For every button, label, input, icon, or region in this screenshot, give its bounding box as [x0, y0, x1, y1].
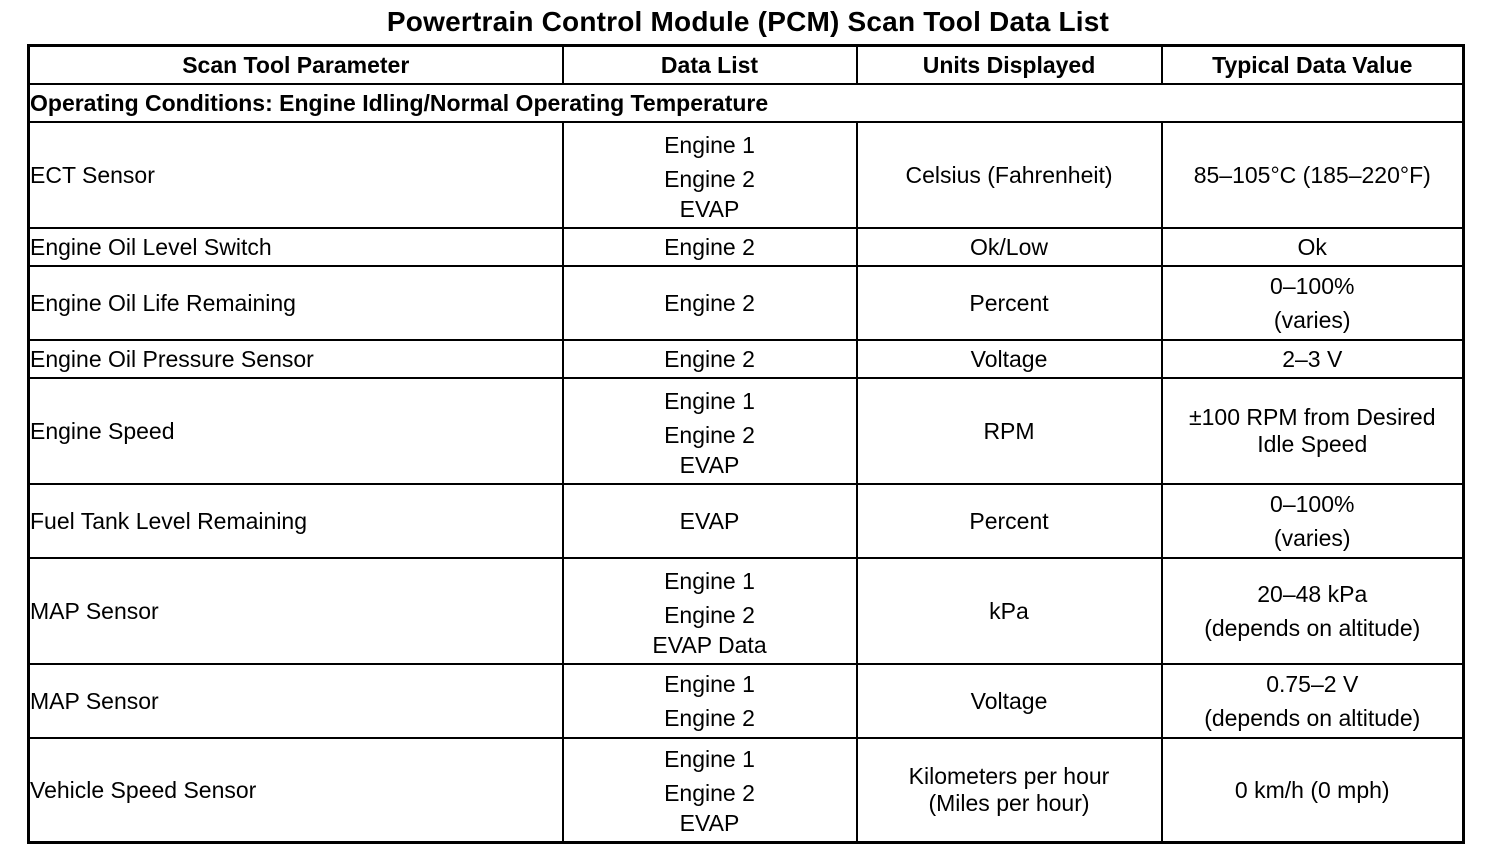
units-text: Percent [969, 508, 1049, 534]
data-list-item: Engine 1 [664, 387, 755, 414]
typical-value-text: 0.75–2 V [1266, 671, 1359, 697]
data-list-cell [563, 558, 857, 664]
parameter-cell: MAP Sensor [29, 558, 563, 664]
table-row [29, 738, 1464, 842]
typical-value-cell [1162, 340, 1464, 378]
typical-value-cell [1162, 558, 1464, 664]
typical-value-cell [1162, 738, 1464, 842]
header-row [29, 46, 1464, 85]
data-list-item: EVAP [679, 195, 740, 222]
data-list-cell [563, 484, 857, 558]
parameter-cell: ECT Sensor [29, 122, 563, 228]
typical-value-cell [1162, 122, 1464, 228]
units-text: Voltage [970, 346, 1048, 372]
data-list-item: EVAP [679, 451, 740, 478]
units-text: Kilometers per hour [908, 762, 1110, 789]
units-text: Percent [969, 290, 1049, 316]
typical-value-text: 0 km/h (0 mph) [1234, 776, 1390, 803]
header-parameter: Scan Tool Parameter [29, 46, 563, 85]
conditions-row [29, 84, 1464, 122]
data-list-cell [563, 378, 857, 484]
typical-value-cell [1162, 228, 1464, 266]
data-list-item: Engine 2 [664, 234, 755, 260]
units-cell [857, 228, 1162, 266]
units-cell [857, 340, 1162, 378]
data-list-item: EVAP Data [652, 631, 767, 658]
data-list-item: Engine 2 [664, 705, 755, 731]
units-text: Celsius (Fahrenheit) [905, 162, 1113, 188]
typical-value-cell [1162, 664, 1464, 738]
parameter-cell: Vehicle Speed Sensor [29, 738, 563, 842]
data-list-cell [563, 664, 857, 738]
units-cell [857, 378, 1162, 484]
header-data-list: Data List [563, 46, 857, 85]
scan-tool-data-table [27, 44, 1465, 844]
typical-value-text: (depends on altitude) [1204, 705, 1421, 731]
data-list-cell [563, 228, 857, 266]
typical-value-cell [1162, 266, 1464, 340]
data-list-item: Engine 2 [664, 601, 755, 628]
data-list-item: Engine 1 [664, 671, 755, 697]
data-list-item: EVAP [679, 508, 740, 534]
table-row [29, 664, 1464, 738]
typical-value-text: 0–100% [1270, 273, 1355, 299]
typical-value-text: Ok [1297, 234, 1327, 260]
units-cell [857, 558, 1162, 664]
table-row [29, 484, 1464, 558]
parameter-cell: Engine Oil Level Switch [29, 228, 563, 266]
data-list-cell [563, 340, 857, 378]
typical-value-text: 2–3 V [1282, 346, 1343, 372]
typical-value-text: Idle Speed [1257, 431, 1368, 457]
data-list-item: Engine 2 [664, 165, 755, 192]
table-row [29, 558, 1464, 664]
typical-value-text: 85–105°C (185–220°F) [1193, 162, 1431, 188]
data-list-item: EVAP [679, 810, 740, 837]
typical-value-cell [1162, 484, 1464, 558]
parameter-cell: Engine Speed [29, 378, 563, 484]
typical-value-text: 0–100% [1270, 491, 1355, 517]
typical-value-text: (depends on altitude) [1204, 615, 1421, 641]
typical-value-text: (varies) [1273, 525, 1351, 551]
units-cell [857, 738, 1162, 842]
data-list-item: Engine 2 [664, 421, 755, 448]
data-list-item: Engine 1 [664, 567, 755, 594]
units-cell [857, 266, 1162, 340]
header-units: Units Displayed [857, 46, 1162, 85]
data-list-item: Engine 1 [664, 131, 755, 158]
data-list-item: Engine 2 [664, 780, 755, 807]
table-row [29, 340, 1464, 378]
units-cell [857, 484, 1162, 558]
units-text: Ok/Low [970, 234, 1048, 260]
data-list-item: Engine 2 [664, 346, 755, 372]
data-list-item: Engine 2 [664, 290, 755, 316]
parameter-cell: Engine Oil Life Remaining [29, 266, 563, 340]
typical-value-text: ±100 RPM from Desired [1188, 404, 1436, 430]
units-text: kPa [989, 598, 1029, 624]
units-text: Voltage [970, 688, 1048, 714]
parameter-cell: MAP Sensor [29, 664, 563, 738]
units-text: (Miles per hour) [928, 789, 1090, 816]
parameter-cell: Engine Oil Pressure Sensor [29, 340, 563, 378]
data-list-cell [563, 122, 857, 228]
header-typical-value: Typical Data Value [1162, 46, 1464, 85]
table-row [29, 378, 1464, 484]
table-row [29, 228, 1464, 266]
units-text: RPM [983, 418, 1035, 444]
data-list-item: Engine 1 [664, 746, 755, 773]
units-cell [857, 122, 1162, 228]
typical-value-text: 20–48 kPa [1257, 581, 1368, 607]
typical-value-text: (varies) [1273, 307, 1351, 333]
data-list-cell [563, 266, 857, 340]
table-row [29, 122, 1464, 228]
page-title: Powertrain Control Module (PCM) Scan Tool Data List [386, 6, 1110, 37]
table-row [29, 266, 1464, 340]
parameter-cell: Fuel Tank Level Remaining [29, 484, 563, 558]
typical-value-cell [1162, 378, 1464, 484]
units-cell [857, 664, 1162, 738]
data-list-cell [563, 738, 857, 842]
operating-conditions: Operating Conditions: Engine Idling/Normal Operating Temperature [29, 84, 1464, 122]
